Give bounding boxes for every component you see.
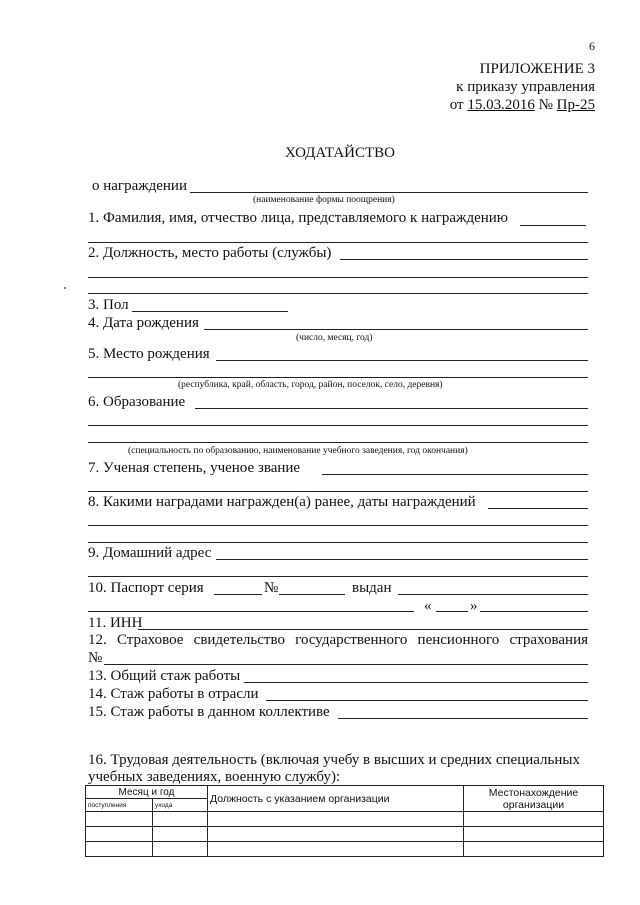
passport-issued-line[interactable] [398, 594, 588, 595]
field-16-line-1: 16. Трудовая деятельность (включая учебу в высших и средних специальных [88, 752, 580, 768]
table-cell[interactable] [208, 812, 464, 827]
field-6-line-2[interactable] [88, 425, 588, 426]
field-14-line[interactable] [266, 700, 588, 701]
field-3-label: 3. Пол [88, 297, 129, 313]
passport-number-line[interactable] [279, 594, 345, 595]
header-leave: ухода [153, 799, 208, 812]
field-7-line-2[interactable] [88, 491, 588, 492]
passport-day-line[interactable] [436, 611, 468, 612]
order-prefix: от [449, 97, 464, 113]
passport-issued-label: выдан [352, 580, 392, 596]
award-hint: (наименование формы поощрения) [253, 195, 395, 205]
field-1-line[interactable] [520, 225, 586, 226]
table-cell[interactable] [153, 842, 208, 857]
table-cell[interactable] [86, 842, 153, 857]
quote-open: « [424, 598, 432, 614]
field-5-hint: (республика, край, область, город, район, поселок, село, деревня) [178, 380, 443, 390]
field-6-line-3[interactable] [88, 442, 588, 443]
field-15-label: 15. Стаж работы в данном коллективе [88, 704, 330, 720]
field-5-line-2[interactable] [88, 377, 588, 378]
passport-month-year-line[interactable] [480, 611, 588, 612]
page-title: ХОДАТАЙСТВО [285, 145, 395, 161]
field-15-line[interactable] [338, 718, 588, 719]
header-entry: поступления [86, 799, 153, 812]
table-cell[interactable] [86, 827, 153, 842]
field-2-line[interactable] [340, 259, 588, 260]
field-4-hint: (число, месяц, год) [296, 333, 373, 343]
field-13-label: 13. Общий стаж работы [88, 668, 241, 684]
header-location-line-2: организации [502, 798, 565, 811]
table-cell[interactable] [153, 812, 208, 827]
table-cell[interactable] [153, 827, 208, 842]
field-12-line[interactable] [104, 664, 588, 665]
field-2-line-3[interactable] [88, 293, 588, 294]
header-location-line-1: Местонахождение [488, 786, 579, 799]
order-date: 15.03.2016 [467, 97, 535, 113]
field-12-no-sign: № [88, 650, 103, 666]
table-cell[interactable] [208, 842, 464, 857]
field-10-series-label: 10. Паспорт серия [88, 580, 204, 596]
field-6-label: 6. Образование [88, 394, 186, 410]
field-7-label: 7. Ученая степень, ученое звание [88, 460, 301, 476]
field-14-label: 14. Стаж работы в отрасли [88, 686, 259, 702]
table-cell[interactable] [208, 827, 464, 842]
field-9-label: 9. Домашний адрес [88, 545, 212, 561]
passport-series-line[interactable] [214, 594, 262, 595]
table-row [86, 842, 604, 857]
field-7-line[interactable] [322, 474, 588, 475]
order-no-sign: № [538, 97, 553, 113]
field-3-line[interactable] [132, 311, 288, 312]
work-history-table [85, 785, 604, 857]
field-2-line-2[interactable] [88, 277, 588, 278]
header-position: Должность с указанием организации [208, 786, 464, 812]
field-11-line[interactable] [138, 629, 588, 630]
passport-no-sign: № [264, 580, 279, 596]
field-8-label: 8. Какими наградами награжден(а) ранее, даты награждений [88, 494, 476, 510]
quote-close: » [470, 598, 478, 614]
field-4-line[interactable] [204, 329, 588, 330]
passport-issuer-line[interactable] [88, 611, 414, 612]
field-12-label: 12. Страховое свидетельство государственного пенсионного страхования [88, 632, 588, 648]
table-cell[interactable] [464, 842, 604, 857]
order-date-line [450, 97, 595, 114]
field-8-line[interactable] [488, 508, 588, 509]
field-1-line-2[interactable] [88, 242, 588, 243]
table-row [86, 812, 604, 827]
scan-dot [64, 287, 66, 289]
field-9-line[interactable] [216, 559, 588, 560]
table-row [86, 827, 604, 842]
field-6-hint: (специальность по образованию, наименование учебного заведения, год окончания) [128, 446, 468, 456]
award-line[interactable] [190, 192, 588, 193]
field-6-line[interactable] [195, 408, 588, 409]
order-reference: к приказу управления [456, 79, 595, 95]
field-1-label: 1. Фамилия, имя, отчество лица, представляемого к награждению [88, 210, 508, 226]
appendix-label: ПРИЛОЖЕНИЕ 3 [479, 61, 595, 77]
header-location [464, 786, 604, 812]
award-label: о награждении [92, 178, 187, 194]
header-month-year: Месяц и год [86, 786, 208, 799]
page-number: 6 [589, 39, 595, 53]
table-cell[interactable] [86, 812, 153, 827]
field-9-line-2[interactable] [88, 576, 588, 577]
field-5-label: 5. Место рождения [88, 346, 210, 362]
field-11-label: 11. ИНН [88, 615, 143, 631]
table-cell[interactable] [464, 827, 604, 842]
field-4-label: 4. Дата рождения [88, 315, 199, 331]
field-5-line[interactable] [216, 360, 588, 361]
field-2-label: 2. Должность, место работы (службы) [88, 245, 332, 261]
table-cell[interactable] [464, 812, 604, 827]
field-8-line-2[interactable] [88, 525, 588, 526]
field-8-line-3[interactable] [88, 542, 588, 543]
field-16-line-2: учебных заведениях, военную службу): [88, 769, 341, 785]
order-number: Пр-25 [556, 97, 595, 113]
field-13-line[interactable] [244, 682, 588, 683]
